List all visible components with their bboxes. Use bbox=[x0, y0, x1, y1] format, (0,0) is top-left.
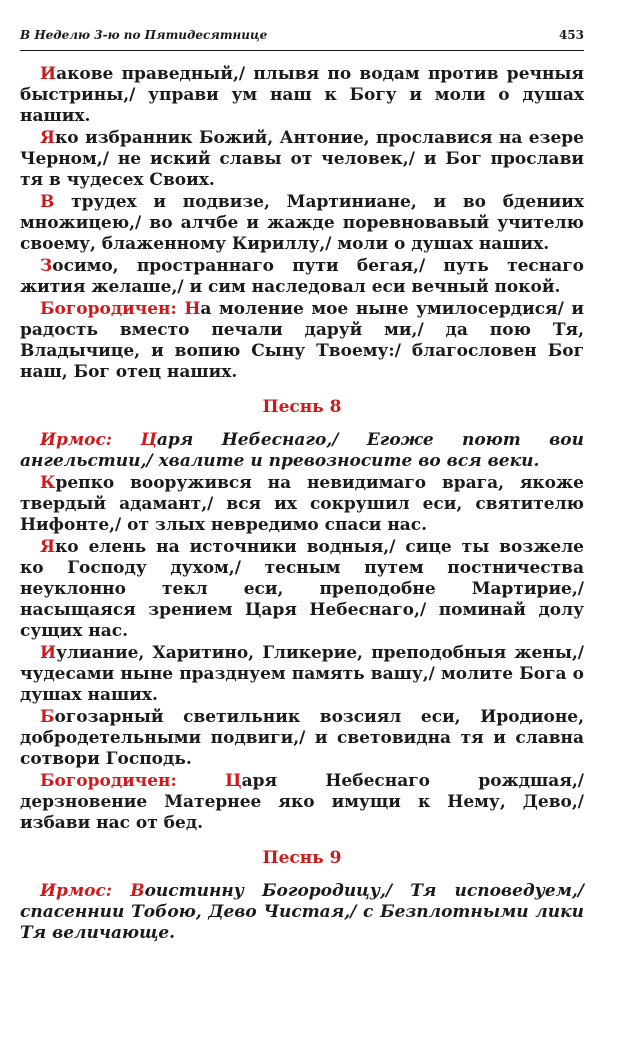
irmos bbox=[20, 430, 584, 472]
drop-initial: Б bbox=[40, 707, 55, 727]
theotokion-label: Богородичен: bbox=[40, 771, 177, 791]
irmos bbox=[20, 881, 584, 944]
troparion bbox=[20, 643, 584, 706]
irmos-text: аря Небеснаго,/ Егоже поют вои ангельстии,/ хвалите и превозносите во вся веки. bbox=[20, 430, 585, 471]
theotokion-text: а моление мое ныне умилосердися/ и радость вместо печали даруй ми,/ да пою Тя, Владычице, и вопию Сыну Твоему:/ благословен Бог наш, Бог отец наших. bbox=[20, 299, 585, 382]
running-title: В Неделю 3-ю по Пятидесятнице bbox=[20, 28, 268, 42]
troparion bbox=[20, 192, 584, 255]
drop-initial: Н bbox=[184, 299, 201, 319]
troparion-text: ко избранник Божий, Антоние, прославися на езере Черном,/ не иский славы от человек,/ и Бог прослави тя в чудесех Своих. bbox=[20, 128, 584, 190]
drop-initial: И bbox=[40, 64, 57, 84]
troparion-text: ко елень на источники водныя,/ сице ты возжеле ко Господу духом,/ тесным путем постничества неуклонно текл еси, преподобне Мартирие,/ насыщаяся зрением Царя Небеснаго,/ поминай долу сущих нас. bbox=[20, 537, 584, 641]
drop-initial: К bbox=[40, 473, 56, 493]
troparion bbox=[20, 256, 584, 298]
irmos-text: оистинну Богородицу,/ Тя исповедуем,/ спасеннии Тобою, Дево Чистая,/ с Безплотными лики Тя величающе. bbox=[20, 881, 584, 943]
troparion bbox=[20, 537, 584, 642]
drop-initial: Ц bbox=[140, 430, 157, 450]
header-rule bbox=[20, 50, 584, 51]
drop-initial: В bbox=[130, 881, 145, 901]
troparion-text: улиание, Харитино, Гликерие, преподобныя жены,/ чудесами ныне празднуем память вашу,/ молите Бога о душах наших. bbox=[20, 643, 584, 705]
troparion bbox=[20, 128, 584, 191]
drop-initial: Я bbox=[40, 537, 55, 557]
drop-initial: В bbox=[40, 192, 55, 212]
troparion bbox=[20, 473, 584, 536]
ode-8-heading: Песнь 8 bbox=[262, 397, 342, 417]
drop-initial: З bbox=[40, 256, 53, 276]
theotokion-text: аря Небеснаго рождшая,/ дерзновение Матернее яко имущи к Нему, Дево,/ избави нас от бед. bbox=[20, 771, 585, 833]
drop-initial: И bbox=[40, 643, 57, 663]
theotokion bbox=[20, 771, 584, 834]
troparion-text: огозарный светильник возсиял еси, Иродионе, добродетельными подвиги,/ и световидна тя и славна сотвори Господь. bbox=[20, 707, 584, 769]
troparion-text: осимо, пространнаго пути бегая,/ путь теснаго жития желаше,/ и сим наследовал еси вечный покой. bbox=[20, 256, 584, 297]
troparion bbox=[20, 707, 584, 770]
theotokion bbox=[20, 299, 584, 383]
irmos-label: Ирмос: bbox=[40, 430, 113, 450]
page-number: 453 bbox=[558, 28, 584, 42]
main-text bbox=[20, 64, 584, 945]
troparion-text: трудех и подвизе, Мартиниане, и во бдениих множицею,/ во алчбе и жажде поревновавый учителю своему, блаженному Кириллу,/ моли о душах наших. bbox=[20, 192, 584, 254]
troparion-text: акове праведный,/ плывя по водам против речныя быстрины,/ управи ум наш к Богу и моли о душах наших. bbox=[20, 64, 584, 126]
page-header bbox=[20, 28, 584, 42]
theotokion-label: Богородичен: bbox=[40, 299, 177, 319]
drop-initial: Я bbox=[40, 128, 55, 148]
drop-initial: Ц bbox=[225, 771, 242, 791]
troparion-text: репко вооружився на невидимаго врага, якоже твердый адамант,/ вся их сокрушил еси, святителю Нифонте,/ от злых невредимо спаси нас. bbox=[20, 473, 584, 535]
irmos-label: Ирмос: bbox=[40, 881, 113, 901]
troparion bbox=[20, 64, 584, 127]
ode-9-heading: Песнь 9 bbox=[262, 848, 342, 868]
